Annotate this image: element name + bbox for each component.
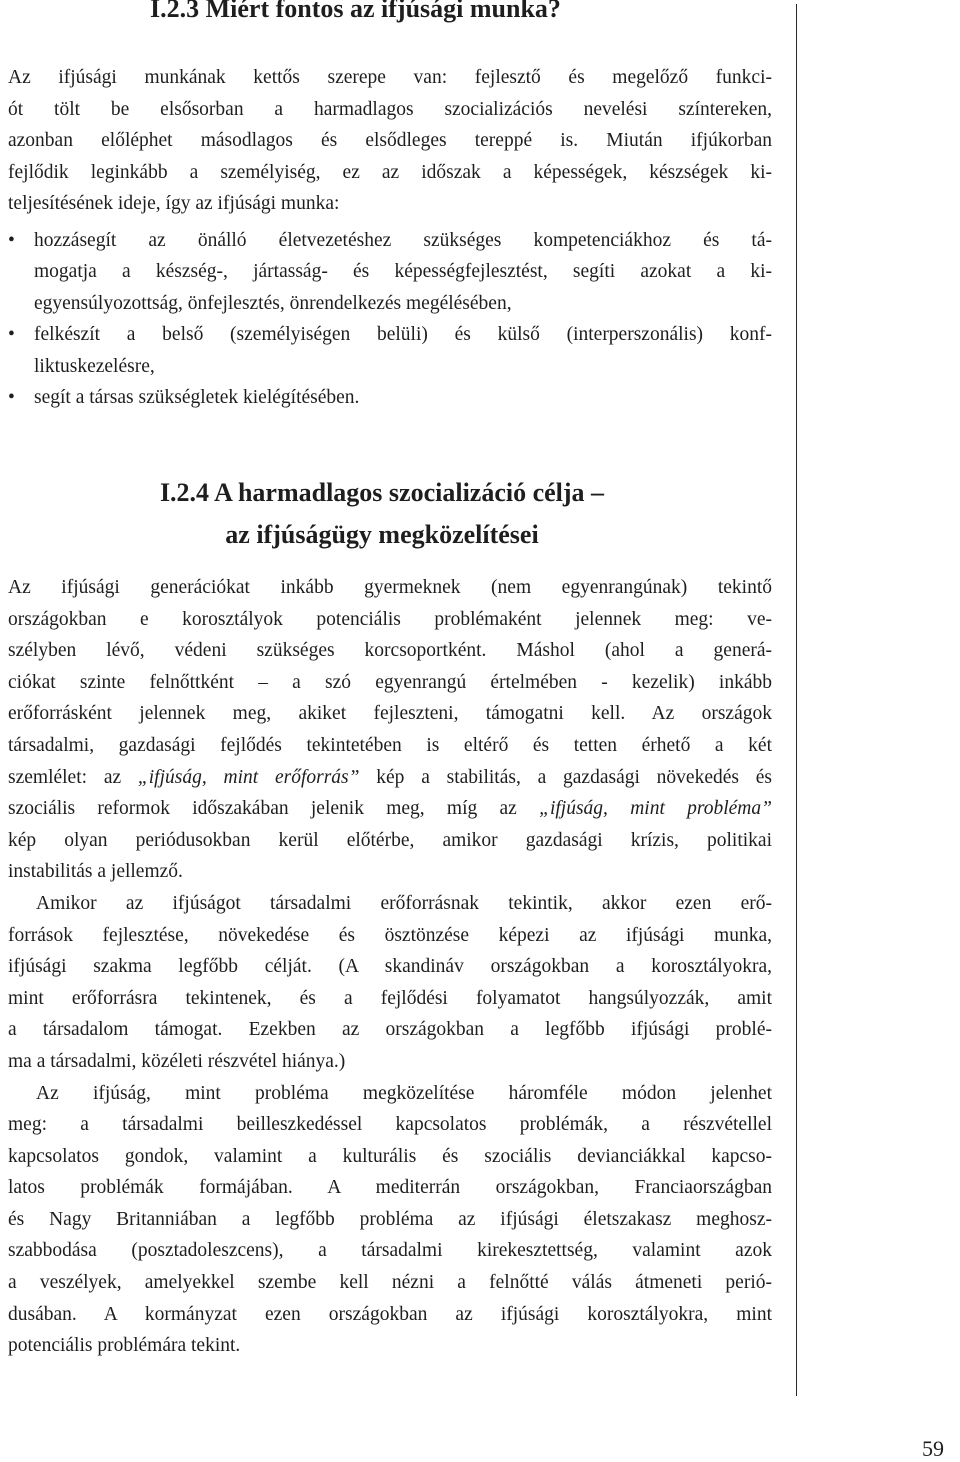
text-span: szemlélet: az	[8, 766, 138, 788]
text-line: meg: a társadalmi beilleszkedéssel kapcsolatos problémák, a részvétellel	[8, 1114, 772, 1136]
text-line: Az ifjúsági munkának kettős szerepe van: fejlesztő és megelőző funkci-	[8, 67, 772, 88]
text-line: a társadalom támogat. Ezekben az országokban a legfőbb ifjúsági problé-	[8, 1019, 772, 1041]
text-line	[8, 762, 772, 794]
list-item	[8, 319, 772, 382]
column-rule	[796, 4, 797, 1396]
section-heading-2-line2: az ifjúságügy megközelítései	[225, 520, 539, 549]
text-line	[8, 793, 772, 825]
text-line: potenciális problémára tekint.	[8, 1335, 241, 1357]
text-line: kép olyan periódusokban kerül előtérbe, amikor gazdasági krízis, politikai	[8, 829, 772, 851]
section-heading-2-line1: I.2.4 A harmadlagos szocializáció célja –	[159, 478, 605, 507]
text-line: kapcsolatos gondok, valamint a kulturális és szociális devianciákkal kapcso-	[8, 1145, 772, 1167]
text-line: és Nagy Britanniában a legfőbb probléma az ifjúsági életszakasz meghosz-	[8, 1208, 772, 1230]
text-line: mint erőforrásra tekintenek, és a fejlődési folyamatot hangsúlyozzák, amit	[8, 987, 772, 1009]
text-line: társadalmi, gazdasági fejlődés tekintetében is eltérő és tetten érhető a két	[8, 734, 772, 756]
text-line: segít a társas szükségletek kielégítésében.	[34, 387, 360, 409]
text-line: szabbodása (posztadoleszcens), a társadalmi kirekesztettség, valamint azok	[8, 1240, 772, 1262]
intro-paragraph	[8, 62, 772, 220]
bullet-icon: •	[8, 387, 15, 409]
text-line: hozzásegít az önálló életvezetéshez szükséges kompetenciákhoz és tá-	[34, 230, 772, 251]
text-line: azonban előléphet másodlagos és elsődleges tereppé is. Miután ifjúkorban	[8, 130, 772, 152]
text-line: ifjúsági szakma legfőbb célját. (A skandináv országokban a korosztályokra,	[8, 956, 772, 978]
text-line: országokban e korosztályok potenciális problémaként jelennek meg: ve-	[8, 608, 772, 630]
text-line: a veszélyek, amelyekkel szembe kell nézni a felnőtté válás átmeneti perió-	[8, 1272, 772, 1294]
text-line: források fejlesztése, növekedése és ösztönzése képezi az ifjúsági munka,	[8, 924, 772, 946]
section-heading-1: I.2.3 Miért fontos az ifjúsági munka?	[150, 0, 561, 23]
text-line: ót tölt be elsősorban a harmadlagos szocializációs nevelési színtereken,	[8, 98, 772, 120]
body-text	[8, 572, 772, 1362]
text-line: ma a társadalmi, közéleti részvétel hiánya.)	[8, 1050, 346, 1072]
text-line: egyensúlyozottság, önfejlesztés, önrendelkezés megélésében,	[34, 292, 512, 314]
emphasis: „ifjúság, mint probléma”	[539, 798, 772, 820]
bullet-list	[8, 225, 772, 413]
list-item	[8, 382, 772, 413]
text-line: mogatja a készség-, jártasság- és képességfejlesztést, segíti azokat a ki-	[34, 261, 772, 283]
text-line: felkészít a belső (személyiségen belüli) és külső (interperszonális) konf-	[34, 324, 772, 346]
text-line: instabilitás a jellemző.	[8, 861, 183, 883]
text-line: teljesítésének ideje, így az ifjúsági munka:	[8, 193, 340, 215]
text-line: Az ifjúság, mint probléma megközelítése háromféle módon jelenhet	[36, 1082, 772, 1104]
emphasis: „ifjúság, mint erőforrás”	[137, 766, 360, 788]
text-line: Az ifjúsági generációkat inkább gyermeknek (nem egyenrangúnak) tekintő	[8, 577, 772, 598]
text-line: ciókat szinte felnőttként – a szó egyenrangú értelmében - kezelik) inkább	[8, 671, 772, 693]
text-span: kép a stabilitás, a gazdasági növekedés és	[359, 766, 773, 788]
text-line: szélyben lévő, védeni szükséges korcsoportként. Máshol (ahol a generá-	[8, 640, 772, 662]
text-line: liktuskezelésre,	[34, 355, 155, 377]
text-line: erőforrásként jelennek meg, akiket fejleszteni, támogatni kell. Az országok	[8, 703, 772, 725]
text-line: dusában. A kormányzat ezen országokban az ifjúsági korosztályokra, mint	[8, 1303, 772, 1325]
text-line: fejlődik leginkább a személyiség, ez az időszak a képességek, készségek ki-	[8, 161, 772, 183]
text-line: latos problémák formájában. A mediterrán országokban, Franciaországban	[8, 1177, 772, 1199]
bullet-icon: •	[8, 324, 15, 346]
page-number: 59	[922, 1436, 944, 1461]
text-span: szociális reformok időszakában jelenik meg, míg az	[8, 798, 540, 820]
bullet-icon: •	[8, 230, 15, 251]
text-line: Amikor az ifjúságot társadalmi erőforrásnak tekintik, akkor ezen erő-	[36, 892, 772, 914]
list-item	[8, 225, 772, 319]
